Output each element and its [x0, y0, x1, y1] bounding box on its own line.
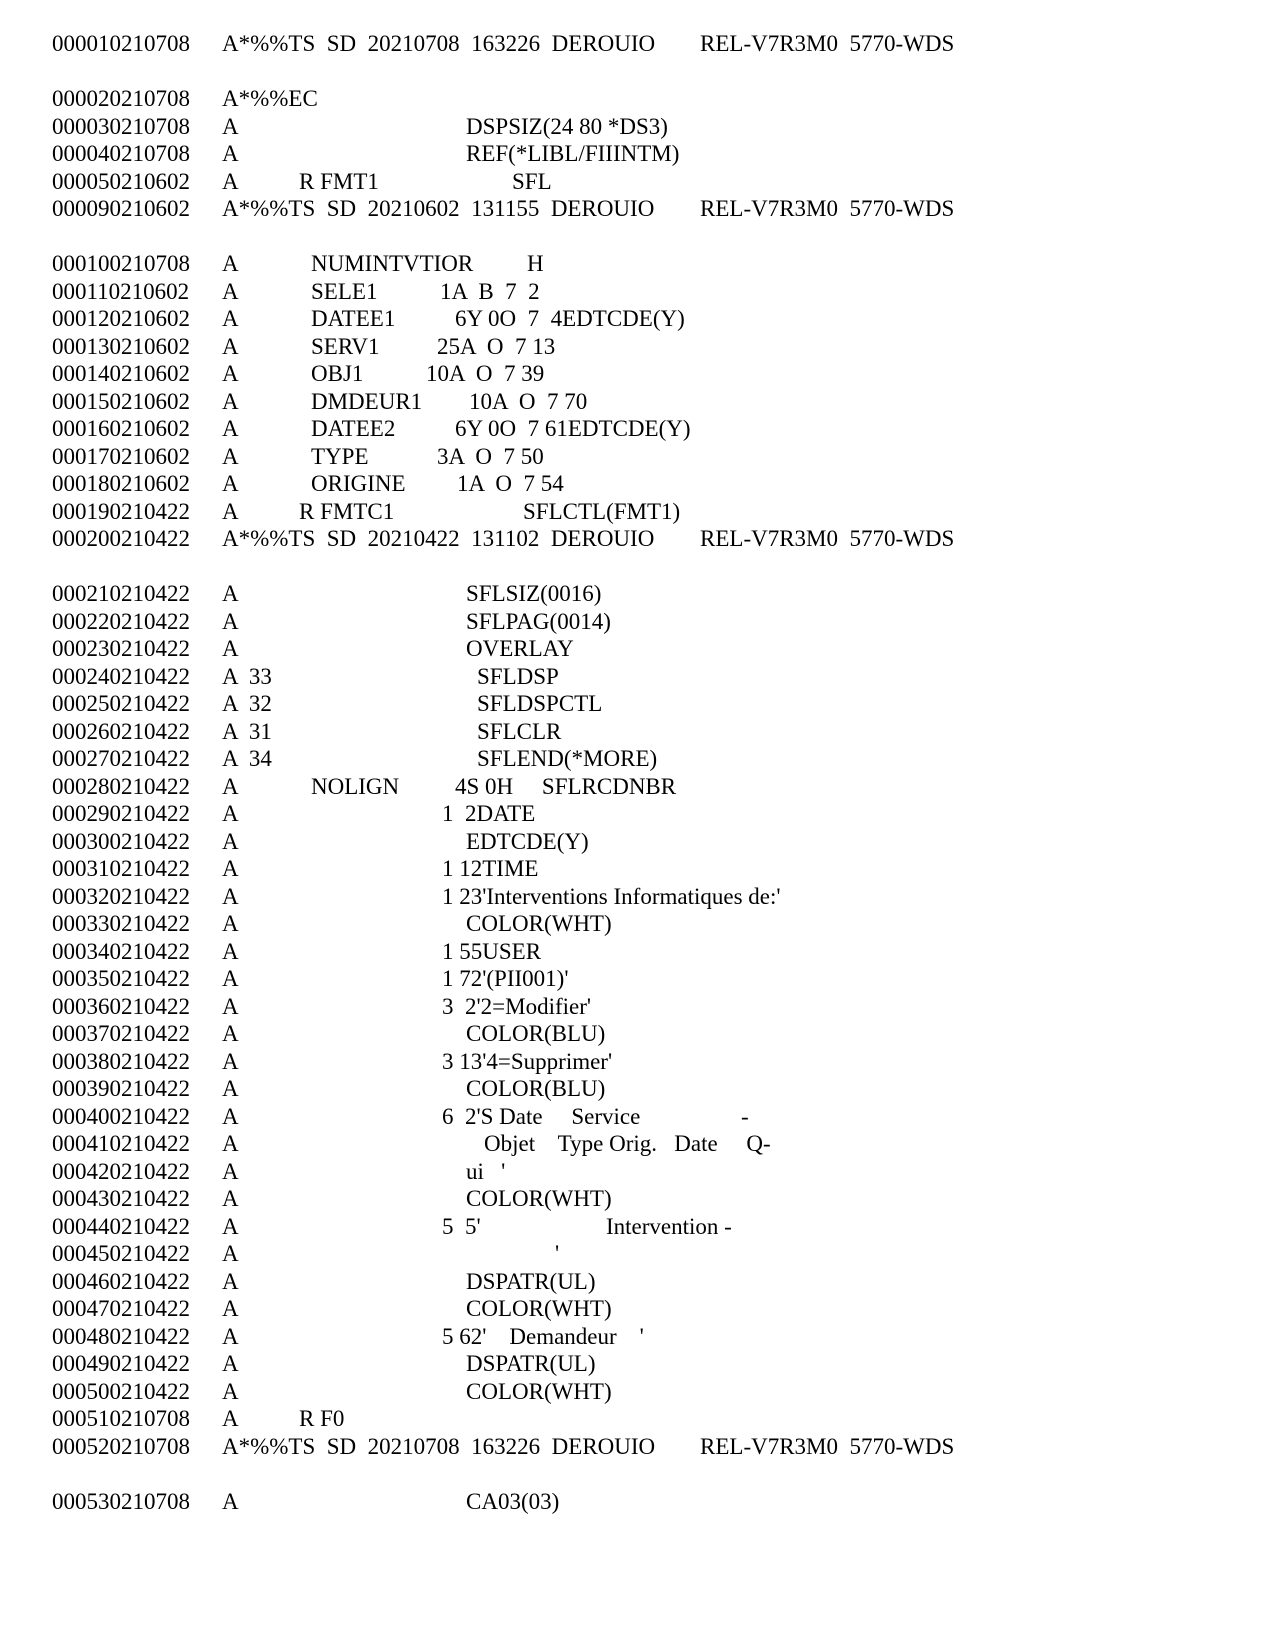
trailing-text: REL-V7R3M0 5770-WDS — [700, 196, 955, 221]
keyword: 3A O 7 50 — [437, 444, 544, 469]
source-line — [0, 113, 1275, 141]
field-name: R FMTC1 — [299, 499, 395, 524]
keyword: COLOR(WHT) — [466, 1379, 612, 1404]
spec-type: A — [222, 1406, 239, 1431]
spec-type: A*%%TS SD 20210708 163226 DEROUIO — [222, 31, 656, 56]
spec-type: A — [222, 1324, 239, 1349]
sequence-number: 000430210422 — [52, 1186, 190, 1211]
spec-type: A — [222, 1489, 239, 1514]
spec-type: A — [222, 1241, 239, 1266]
spec-type: A 31 — [222, 719, 272, 744]
keyword: 1A B 7 2 — [440, 279, 540, 304]
keyword: 4S 0H SFLRCDNBR — [455, 774, 677, 799]
keyword: COLOR(BLU) — [466, 1021, 606, 1046]
field-name: R FMT1 — [299, 169, 379, 194]
sequence-number: 000400210422 — [52, 1104, 190, 1129]
keyword: 6Y 0O 7 4EDTCDE(Y) — [455, 306, 685, 331]
source-line — [0, 773, 1275, 801]
sequence-number: 000250210422 — [52, 691, 190, 716]
sequence-number: 000530210708 — [52, 1489, 190, 1514]
sequence-number: 000280210422 — [52, 774, 190, 799]
source-line — [0, 1405, 1275, 1433]
source-line — [0, 1130, 1275, 1158]
keyword: EDTCDE(Y) — [466, 829, 589, 854]
source-line — [0, 993, 1275, 1021]
sequence-number: 000130210602 — [52, 334, 190, 359]
spec-type: A*%%TS SD 20210422 131102 DEROUIO — [222, 526, 655, 551]
sequence-number: 000190210422 — [52, 499, 190, 524]
sequence-number: 000520210708 — [52, 1434, 190, 1459]
source-line — [0, 938, 1275, 966]
spec-type: A — [222, 1186, 239, 1211]
source-line — [0, 305, 1275, 333]
sequence-number: 000500210422 — [52, 1379, 190, 1404]
field-name: OBJ1 — [311, 361, 364, 386]
sequence-number: 000220210422 — [52, 609, 190, 634]
source-line — [0, 360, 1275, 388]
source-line — [0, 883, 1275, 911]
source-line — [0, 828, 1275, 856]
spec-type: A*%%TS SD 20210708 163226 DEROUIO — [222, 1434, 656, 1459]
source-line — [0, 333, 1275, 361]
sequence-number: 000490210422 — [52, 1351, 190, 1376]
source-line — [0, 1350, 1275, 1378]
source-line — [0, 1185, 1275, 1213]
keyword: SFLSIZ(0016) — [466, 581, 602, 606]
spec-type: A — [222, 471, 239, 496]
sequence-number: 000360210422 — [52, 994, 190, 1019]
sequence-number: 000230210422 — [52, 636, 190, 661]
trailing-text: Intervention - — [606, 1214, 732, 1239]
sequence-number: 000420210422 — [52, 1159, 190, 1184]
keyword: 6Y 0O 7 61EDTCDE(Y) — [455, 416, 691, 441]
source-line — [0, 388, 1275, 416]
trailing-text: REL-V7R3M0 5770-WDS — [700, 1434, 955, 1459]
source-line — [0, 525, 1275, 553]
sequence-number: 000330210422 — [52, 911, 190, 936]
spec-type: A — [222, 416, 239, 441]
keyword: SFLDSPCTL — [477, 691, 603, 716]
sequence-number: 000090210602 — [52, 196, 190, 221]
field-name: DMDEUR1 — [311, 389, 423, 414]
spec-type: A — [222, 609, 239, 634]
keyword: DSPATR(UL) — [466, 1269, 596, 1294]
spec-type: A — [222, 1049, 239, 1074]
source-line — [0, 30, 1275, 58]
sequence-number: 000440210422 — [52, 1214, 190, 1239]
source-line — [0, 910, 1275, 938]
sequence-number: 000010210708 — [52, 31, 190, 56]
keyword: COLOR(WHT) — [466, 1186, 612, 1211]
keyword: 3 2'2=Modifier' — [442, 994, 592, 1019]
keyword: CA03(03) — [466, 1489, 560, 1514]
spec-type: A 32 — [222, 691, 272, 716]
keyword: 10A O 7 39 — [426, 361, 545, 386]
source-line — [0, 855, 1275, 883]
spec-type: A — [222, 114, 239, 139]
spec-type: A — [222, 856, 239, 881]
spec-type: A — [222, 1159, 239, 1184]
source-line — [0, 1103, 1275, 1131]
keyword: ui ' — [466, 1159, 506, 1184]
field-name: NOLIGN — [311, 774, 400, 799]
keyword: ' — [555, 1241, 560, 1266]
sequence-number: 000370210422 — [52, 1021, 190, 1046]
field-name: ORIGINE — [311, 471, 406, 496]
keyword: H — [527, 251, 544, 276]
keyword: COLOR(WHT) — [466, 1296, 612, 1321]
source-line — [0, 250, 1275, 278]
spec-type: A — [222, 499, 239, 524]
source-line — [0, 195, 1275, 223]
spec-type: A — [222, 1269, 239, 1294]
field-name: SERV1 — [311, 334, 380, 359]
keyword: 1 23'Interventions Informatiques de:' — [442, 884, 781, 909]
keyword: 1 2DATE — [442, 801, 536, 826]
keyword: SFLPAG(0014) — [466, 609, 611, 634]
source-line — [0, 1075, 1275, 1103]
spec-type: A — [222, 884, 239, 909]
keyword: SFLCTL(FMT1) — [523, 499, 681, 524]
source-line — [0, 965, 1275, 993]
spec-type: A — [222, 389, 239, 414]
keyword: 6 2'S Date Service — [442, 1104, 641, 1129]
keyword: Objet Type Orig. Date Q- — [484, 1131, 771, 1156]
spec-type: A — [222, 994, 239, 1019]
spec-type: A — [222, 1379, 239, 1404]
source-line — [0, 85, 1275, 113]
source-line — [0, 1020, 1275, 1048]
spec-type: A — [222, 361, 239, 386]
keyword: COLOR(BLU) — [466, 1076, 606, 1101]
sequence-number: 000260210422 — [52, 719, 190, 744]
spec-type: A — [222, 334, 239, 359]
sequence-number: 000460210422 — [52, 1269, 190, 1294]
spec-type: A — [222, 1131, 239, 1156]
field-name: TYPE — [311, 444, 369, 469]
spec-type: A*%%TS SD 20210602 131155 DEROUIO — [222, 196, 655, 221]
source-line — [0, 635, 1275, 663]
sequence-number: 000100210708 — [52, 251, 190, 276]
spec-type: A — [222, 1021, 239, 1046]
sequence-number: 000510210708 — [52, 1406, 190, 1431]
source-line — [0, 1268, 1275, 1296]
source-line — [0, 1323, 1275, 1351]
sequence-number: 000210210422 — [52, 581, 190, 606]
spec-type: A — [222, 141, 239, 166]
field-name: DATEE2 — [311, 416, 396, 441]
sequence-number: 000170210602 — [52, 444, 190, 469]
spec-type: A — [222, 306, 239, 331]
sequence-number: 000300210422 — [52, 829, 190, 854]
spec-type: A — [222, 581, 239, 606]
keyword: SFLEND(*MORE) — [477, 746, 658, 771]
spec-type: A — [222, 1296, 239, 1321]
sequence-number: 000270210422 — [52, 746, 190, 771]
spec-type: A — [222, 911, 239, 936]
spec-type: A — [222, 444, 239, 469]
source-line — [0, 1158, 1275, 1186]
keyword: 5 5' — [442, 1214, 481, 1239]
spec-type: A — [222, 829, 239, 854]
source-line — [0, 415, 1275, 443]
spec-type: A — [222, 1351, 239, 1376]
source-line — [0, 800, 1275, 828]
keyword: 1A O 7 54 — [457, 471, 564, 496]
spec-type: A — [222, 1214, 239, 1239]
source-line — [0, 443, 1275, 471]
source-line — [0, 1433, 1275, 1461]
trailing-text: REL-V7R3M0 5770-WDS — [700, 526, 955, 551]
keyword: 1 12TIME — [442, 856, 539, 881]
sequence-number: 000380210422 — [52, 1049, 190, 1074]
keyword: 5 62' Demandeur ' — [442, 1324, 644, 1349]
keyword: 1 55USER — [442, 939, 542, 964]
sequence-number: 000480210422 — [52, 1324, 190, 1349]
source-line — [0, 745, 1275, 773]
trailing-text: - — [741, 1104, 749, 1129]
keyword: COLOR(WHT) — [466, 911, 612, 936]
keyword: 25A O 7 13 — [437, 334, 556, 359]
keyword: 1 72'(PII001)' — [442, 966, 569, 991]
source-line — [0, 1048, 1275, 1076]
sequence-number: 000030210708 — [52, 114, 190, 139]
source-line — [0, 1295, 1275, 1323]
source-line — [0, 580, 1275, 608]
sequence-number: 000150210602 — [52, 389, 190, 414]
sequence-number: 000140210602 — [52, 361, 190, 386]
spec-type: A — [222, 169, 239, 194]
spec-type: A — [222, 774, 239, 799]
field-name: SELE1 — [311, 279, 378, 304]
keyword: SFLDSP — [477, 664, 559, 689]
spec-type: A — [222, 636, 239, 661]
keyword: DSPATR(UL) — [466, 1351, 596, 1376]
sequence-number: 000110210602 — [52, 279, 190, 304]
sequence-number: 000470210422 — [52, 1296, 190, 1321]
source-line — [0, 1213, 1275, 1241]
sequence-number: 000160210602 — [52, 416, 190, 441]
keyword: 3 13'4=Supprimer' — [442, 1049, 613, 1074]
field-name: DATEE1 — [311, 306, 396, 331]
spec-type: A — [222, 939, 239, 964]
sequence-number: 000290210422 — [52, 801, 190, 826]
trailing-text: REL-V7R3M0 5770-WDS — [700, 31, 955, 56]
source-line — [0, 1378, 1275, 1406]
spec-type: A — [222, 279, 239, 304]
spec-type: A 33 — [222, 664, 272, 689]
spec-type: A — [222, 966, 239, 991]
sequence-number: 000450210422 — [52, 1241, 190, 1266]
source-line — [0, 470, 1275, 498]
source-line — [0, 1240, 1275, 1268]
sequence-number: 000390210422 — [52, 1076, 190, 1101]
spec-type: A — [222, 251, 239, 276]
sequence-number: 000320210422 — [52, 884, 190, 909]
keyword: OVERLAY — [466, 636, 574, 661]
sequence-number: 000180210602 — [52, 471, 190, 496]
spec-type: A*%%EC — [222, 86, 318, 111]
keyword: 10A O 7 70 — [469, 389, 588, 414]
sequence-number: 000310210422 — [52, 856, 190, 881]
sequence-number: 000040210708 — [52, 141, 190, 166]
source-line — [0, 718, 1275, 746]
source-line — [0, 1488, 1275, 1516]
keyword: REF(*LIBL/FIIINTM) — [466, 141, 680, 166]
spec-type: A — [222, 801, 239, 826]
spec-type: A — [222, 1076, 239, 1101]
sequence-number: 000020210708 — [52, 86, 190, 111]
sequence-number: 000340210422 — [52, 939, 190, 964]
source-line — [0, 278, 1275, 306]
field-name: NUMINTVTIOR — [311, 251, 474, 276]
sequence-number: 000240210422 — [52, 664, 190, 689]
source-line — [0, 140, 1275, 168]
source-line — [0, 168, 1275, 196]
source-line — [0, 498, 1275, 526]
sequence-number: 000350210422 — [52, 966, 190, 991]
field-name: R F0 — [299, 1406, 345, 1431]
source-line — [0, 608, 1275, 636]
source-line — [0, 663, 1275, 691]
sequence-number: 000200210422 — [52, 526, 190, 551]
keyword: DSPSIZ(24 80 *DS3) — [466, 114, 668, 139]
keyword: SFL — [512, 169, 552, 194]
sequence-number: 000050210602 — [52, 169, 190, 194]
spec-type: A 34 — [222, 746, 272, 771]
spec-type: A — [222, 1104, 239, 1129]
keyword: SFLCLR — [477, 719, 562, 744]
source-line — [0, 690, 1275, 718]
sequence-number: 000410210422 — [52, 1131, 190, 1156]
sequence-number: 000120210602 — [52, 306, 190, 331]
